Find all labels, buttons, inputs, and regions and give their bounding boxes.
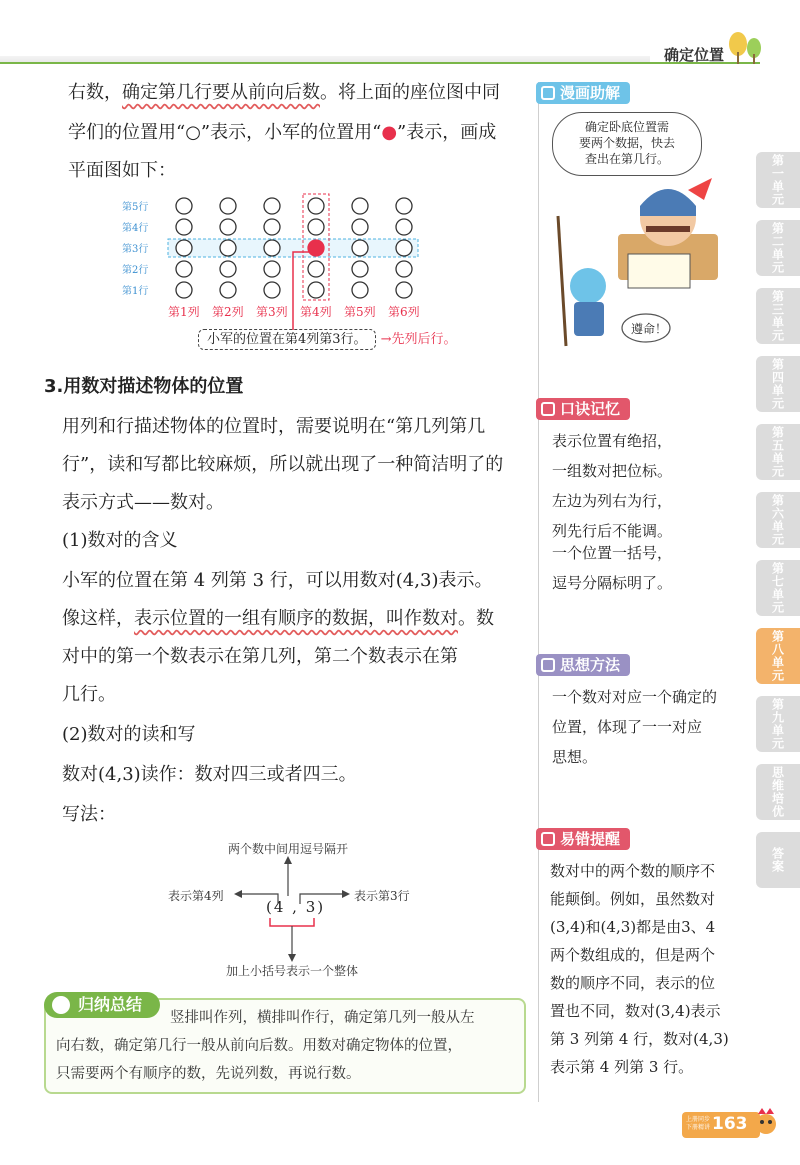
seat xyxy=(396,219,412,235)
row-label: 第2行 xyxy=(122,265,149,276)
column-label: 第1列 xyxy=(168,305,200,319)
mistake-line: 数的顺序不同，表示的位 xyxy=(550,974,716,992)
tab-unit[interactable]: 思维培优 xyxy=(756,764,800,820)
mistake-line: 数对中的两个数的顺序不 xyxy=(550,862,716,880)
notation-pair: (4 , 3) xyxy=(266,898,326,916)
rhyme-line: 列先行后不能调。 xyxy=(552,522,673,540)
sub-heading-1: (1)数对的含义 xyxy=(62,530,178,551)
para2-line1: 小军的位置在第 4 列第 3 行，可以用数对(4,3)表示。 xyxy=(62,570,493,591)
seat xyxy=(352,240,368,256)
column-label: 第2列 xyxy=(212,305,244,319)
seat xyxy=(264,261,280,277)
column-label: 第3列 xyxy=(256,305,288,319)
intro-line-2: 学们的位置用“○”表示，小军的位置用“●”表示，画成 xyxy=(68,122,497,143)
seat xyxy=(308,198,324,214)
seat-note-row xyxy=(198,328,457,347)
seat xyxy=(220,198,236,214)
notation-right: 表示第3行 xyxy=(354,889,410,903)
summary-line-1: 竖排叫作列，横排叫作行，确定第几列一般从左 xyxy=(170,1010,475,1026)
target-icon xyxy=(52,996,70,1014)
notation-bottom: 加上小括号表示一个整体 xyxy=(226,964,359,978)
seat-chart xyxy=(110,192,440,322)
seat-note-arrow: →先列后行。 xyxy=(380,332,457,347)
rhyme-tag: 口诀记忆 xyxy=(536,398,630,420)
hand-icon xyxy=(541,86,555,100)
seat xyxy=(176,282,192,298)
sub-heading-2: (2)数对的读和写 xyxy=(62,724,196,745)
comic-bubble-2: 遵命！ xyxy=(631,322,668,336)
column-label: 第5列 xyxy=(344,305,376,319)
seat xyxy=(352,219,368,235)
seat xyxy=(176,219,192,235)
seat xyxy=(396,198,412,214)
mistake-line: 表示第 4 列第 3 行。 xyxy=(550,1058,694,1076)
mistake-line: 两个数组成的，但是两个 xyxy=(550,946,716,964)
seat xyxy=(352,282,368,298)
seat xyxy=(308,219,324,235)
hand-icon xyxy=(541,402,555,416)
para1-line3: 表示方式——数对。 xyxy=(62,492,224,513)
tab-unit[interactable]: 答案 xyxy=(756,832,800,888)
series-label: 上册同步 下册精讲 xyxy=(686,1116,711,1131)
section-heading: 3.用数对描述物体的位置 xyxy=(44,376,244,397)
mistake-line: 第 3 列第 4 行，数对(4,3) xyxy=(550,1030,729,1048)
tab-unit[interactable]: 第六单元 xyxy=(756,492,800,548)
comic-tag: 漫画助解 xyxy=(536,82,630,104)
mistake-line: 能颠倒。例如，虽然数对 xyxy=(550,890,716,908)
write-label: 写法： xyxy=(62,804,116,825)
column-divider xyxy=(538,82,539,1102)
mistake-line: 置也不同，数对(3,4)表示 xyxy=(550,1002,721,1020)
method-tag: 思想方法 xyxy=(536,654,630,676)
hand-icon xyxy=(541,658,555,672)
seat xyxy=(220,282,236,298)
para1-line2: 行”，读和写都比较麻烦，所以就出现了一种简洁明了的 xyxy=(62,454,504,475)
tab-unit[interactable]: 第九单元 xyxy=(756,696,800,752)
seat xyxy=(396,261,412,277)
column-label: 第6列 xyxy=(388,305,420,319)
seat xyxy=(176,198,192,214)
summary-tag: 归纳总结 xyxy=(44,992,160,1018)
pointer-line xyxy=(285,248,315,338)
seat xyxy=(264,240,280,256)
notation-top: 两个数中间用逗号隔开 xyxy=(228,842,349,856)
tab-unit[interactable]: 第一单元 xyxy=(756,152,800,208)
column-label: 第4列 xyxy=(300,305,332,319)
notation-left: 表示第4列 xyxy=(168,889,224,903)
seat xyxy=(220,261,236,277)
mascot-icon xyxy=(752,1106,780,1142)
tab-unit[interactable]: 第五单元 xyxy=(756,424,800,480)
header-rule xyxy=(0,62,760,64)
rhyme-line: 一组数对把位标。 xyxy=(552,462,673,480)
seat xyxy=(176,261,192,277)
seat xyxy=(352,261,368,277)
rhyme-line: 表示位置有绝招， xyxy=(552,432,673,450)
comic-bubble: 确定卧底位置需 要两个数据，快去 查出在第几行。 xyxy=(552,112,702,176)
para2-line2: 像这样，表示位置的一组有顺序的数据，叫作数对。数 xyxy=(62,608,494,629)
seat xyxy=(396,282,412,298)
seat xyxy=(264,219,280,235)
mistake-line: (3,4)和(4,3)都是由3、4 xyxy=(550,918,716,936)
intro-line-1: 右数，确定第几行要从前向后数。将上面的座位图中同 xyxy=(68,82,500,103)
rhyme-line: 一个位置一括号， xyxy=(552,544,673,562)
method-line: 思想。 xyxy=(552,748,598,766)
row-label: 第5行 xyxy=(122,202,149,213)
rhyme-line: 左边为列右为行， xyxy=(552,492,673,510)
tab-unit[interactable]: 第八单元 xyxy=(756,628,800,684)
seat xyxy=(176,240,192,256)
para2-line3: 对中的第一个数表示在第几列，第二个数表示在第 xyxy=(62,646,458,667)
row-label: 第3行 xyxy=(122,244,149,255)
rhyme-line: 逗号分隔标明了。 xyxy=(552,574,673,592)
page-number: 163 xyxy=(712,1114,748,1134)
method-line: 位置，体现了一一对应 xyxy=(552,718,703,736)
mistake-tag: 易错提醒 xyxy=(536,828,630,850)
notation-arrows xyxy=(230,856,360,964)
row-label: 第1行 xyxy=(122,286,149,297)
tab-unit[interactable]: 第七单元 xyxy=(756,560,800,616)
summary-line-2: 向右数，确定第几行一般从前向后数。用数对确定物体的位置， xyxy=(56,1038,462,1054)
page-title: 确定位置 xyxy=(664,46,725,64)
row-label: 第4行 xyxy=(122,223,149,234)
seat xyxy=(396,240,412,256)
seat xyxy=(264,198,280,214)
seat xyxy=(220,219,236,235)
summary-line-3: 只需要两个有顺序的数，先说列数，再说行数。 xyxy=(56,1066,361,1082)
hand-icon xyxy=(541,832,555,846)
method-line: 一个数对对应一个确定的 xyxy=(552,688,718,706)
tab-unit[interactable]: 第三单元 xyxy=(756,288,800,344)
tab-unit[interactable]: 第二单元 xyxy=(756,220,800,276)
tab-unit[interactable]: 第四单元 xyxy=(756,356,800,412)
read-line: 数对(4,3)读作：数对四三或者四三。 xyxy=(62,764,357,785)
seat xyxy=(264,282,280,298)
seat xyxy=(352,198,368,214)
seat xyxy=(220,240,236,256)
seat-note: 小军的位置在第4列第3行。 xyxy=(198,329,376,350)
intro-line-3: 平面图如下： xyxy=(68,160,176,181)
tree-icon xyxy=(726,26,766,66)
para2-line4: 几行。 xyxy=(62,684,116,705)
para1-line1: 用列和行描述物体的位置时，需要说明在“第几列第几 xyxy=(62,416,486,437)
